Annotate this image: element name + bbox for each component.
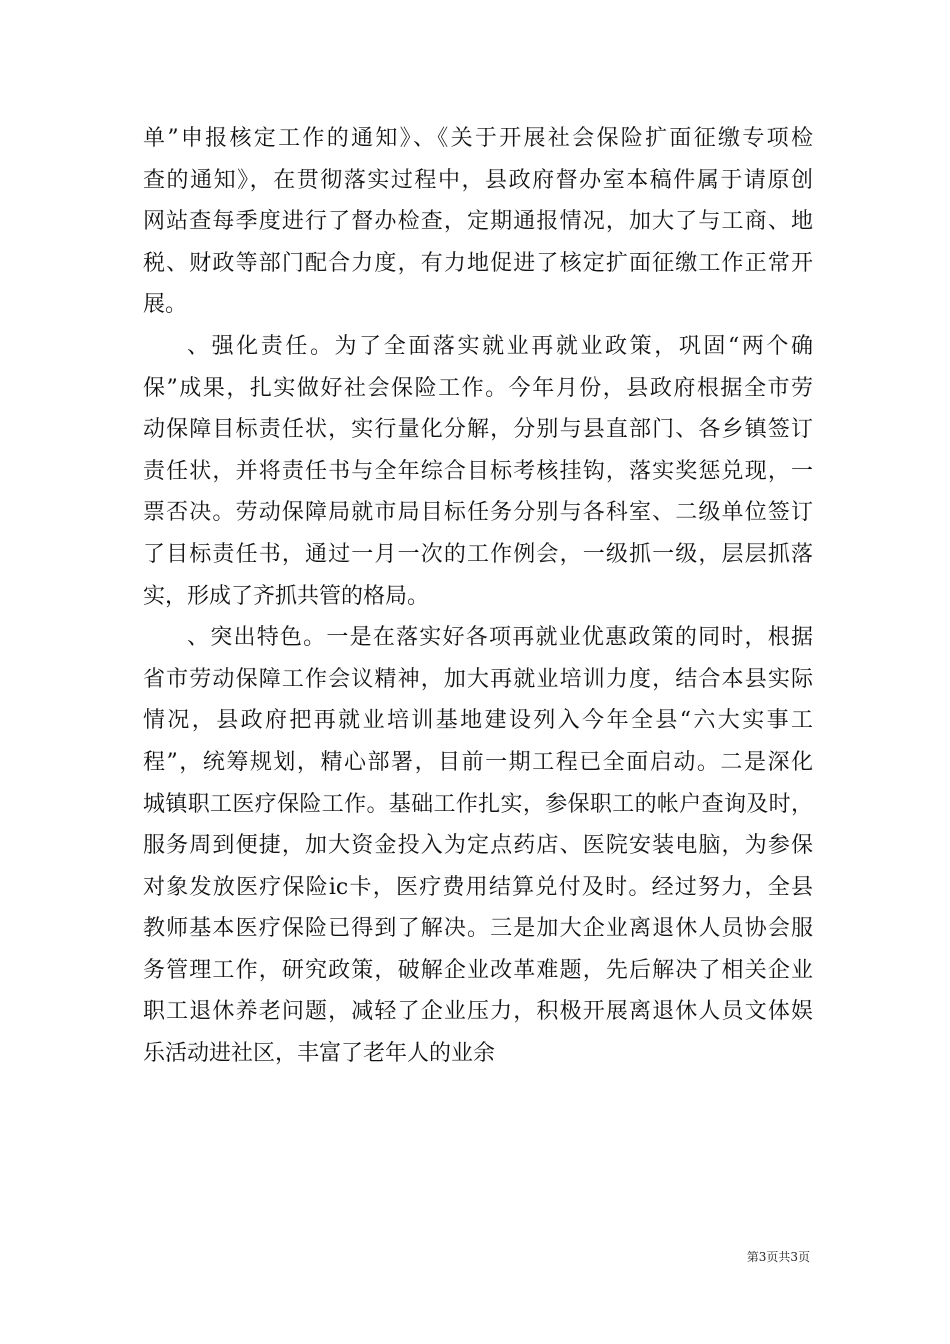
paragraph-start-line: 、强化责任。为了全面落实就业再就业政策，巩固“两个确 [187,333,813,359]
text-line: 教师基本医疗保险已得到了解决。三是加大企业离退休人员协会服 [143,916,813,942]
text-line: 保”成果，扎实做好社会保险工作。今年月份，县政府根据全市劳 [143,375,813,401]
text-line: 城镇职工医疗保险工作。基础工作扎实，参保职工的帐户查询及时， [143,791,813,817]
text-line: 查的通知》，在贯彻落实过程中，县政府督办室本稿件属于请原创 [143,167,813,193]
text-line: 责任状，并将责任书与全年综合目标考核挂钩，落实奖惩兑现，一 [143,458,813,484]
text-line: 务管理工作，研究政策，破解企业改革难题，先后解决了相关企业 [143,957,813,983]
text-line: 对象发放医疗保险ic卡，医疗费用结算兑付及时。经过努力，全县 [143,874,813,900]
paragraph-start-line: 、突出特色。一是在落实好各项再就业优惠政策的同时，根据 [187,625,813,651]
text-line: 展。 [143,292,188,318]
text-line: 实，形成了齐抓共管的格局。 [143,583,430,609]
text-line: 税、财政等部门配合力度，有力地促进了核定扩面征缴工作正常开 [143,250,813,276]
text-line: 乐活动进社区，丰富了老年人的业余 [143,1041,496,1067]
text-line: 票否决。劳动保障局就市局目标任务分别与各科室、二级单位签订 [143,500,813,526]
page-number: 第3页共3页 [746,1250,810,1264]
text-line: 职工退休养老问题，减轻了企业压力，积极开展离退休人员文体娱 [143,999,813,1025]
text-line: 网站查每季度进行了督办检查，定期通报情况，加大了与工商、地 [143,209,813,235]
text-line: 省市劳动保障工作会议精神，加大再就业培训力度，结合本县实际 [143,666,813,692]
body-text [143,118,813,1075]
text-line: 动保障目标责任状，实行量化分解，分别与县直部门、各乡镇签订 [143,417,813,443]
text-line: 单”申报核定工作的通知》、《关于开展社会保险扩面征缴专项检 [143,126,813,151]
text-line: 情况，县政府把再就业培训基地建设列入今年全县“六大实事工 [143,708,813,734]
text-line: 了目标责任书，通过一月一次的工作例会，一级抓一级，层层抓落 [143,541,813,567]
text-line: 程”，统筹规划，精心部署，目前一期工程已全面启动。二是深化 [143,749,813,775]
text-line: 服务周到便捷，加大资金投入为定点药店、医院安装电脑，为参保 [143,833,813,859]
